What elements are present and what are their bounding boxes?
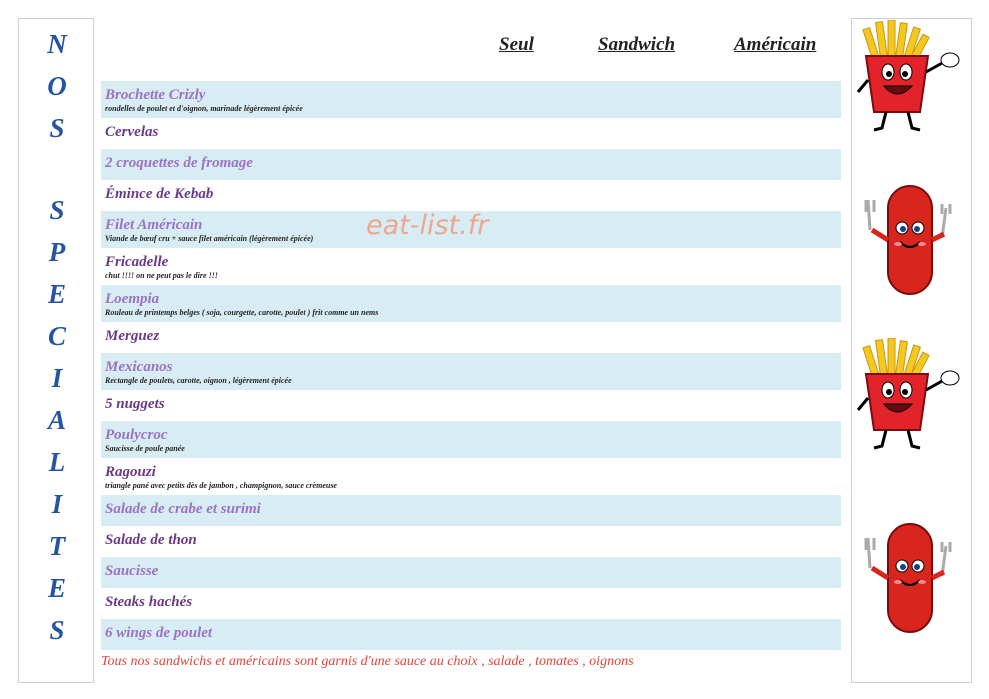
menu-item [101,285,841,322]
menu-item [101,322,841,353]
menu-item-description: Rectangle de poulets, carotte, oignon , légèrement épicée [105,376,292,385]
side-title-letter: I [51,363,63,393]
menu-item [101,81,841,118]
menu-item [101,458,841,495]
menu-item [101,390,841,421]
menu-item-name: Poulycroc [105,427,168,443]
menu-item-name: Steaks hachés [105,594,193,610]
side-title-letter: S [49,195,65,225]
menu-item-name: Brochette Crizly [105,87,206,103]
menu-item-name: Émince de Kebab [105,186,214,202]
menu-item-description: chut !!!! on ne peut pas le dire !!! [105,271,218,280]
menu-item-description: triangle pané avec petits dès de jambon , champignon, sauce crèmeuse [105,481,337,490]
sausage-mascot-icon [858,516,962,636]
side-title-letter: C [47,321,66,351]
menu-item-name: Ragouzi [105,464,156,480]
menu-item-name: Cervelas [105,124,159,140]
side-title-letter: E [47,279,66,309]
menu-item-name: Mexicanos [105,359,173,375]
side-title-letter: A [47,405,66,435]
menu-item-name: 5 nuggets [105,396,165,412]
menu-item-name: 2 croquettes de fromage [105,155,253,171]
menu-item-description: rondelles de poulet et d'oignon, marinade légèrement épicée [105,104,303,113]
menu-item [101,353,841,390]
header-americain: Américain [734,34,817,55]
sausage-mascot-icon [858,178,962,298]
side-title-letter: P [48,237,66,267]
side-title-letter: T [48,531,66,561]
menu-item-description: Rouleau de printemps belges ( soja, courgette, carotte, poulet ) frit comme un nems [105,308,379,317]
menu-item-name: Salade de crabe et surimi [105,501,261,517]
menu-item [101,619,841,650]
side-title-letter: S [49,615,65,645]
menu-item [101,180,841,211]
side-title-letter: O [47,71,67,101]
menu-item-name: Loempia [105,291,160,307]
menu-item-name: Salade de thon [105,532,197,548]
menu-item [101,557,841,588]
footnote: Tous nos sandwichs et américains sont garnis d'une sauce au choix , salade , tomates , oignons [101,654,634,669]
menu-item-name: Merguez [105,328,160,344]
side-title-letter: S [49,113,65,143]
menu-item-description: Viande de bœuf cru + sauce filet américain (légèrement épicée) [105,234,314,243]
fries-mascot-icon [856,338,966,450]
fries-mascot-icon [856,20,966,132]
side-title-letter: I [51,489,63,519]
menu-item-name: Filet Américain [105,217,203,233]
menu-item [101,149,841,180]
side-title-panel [18,18,94,683]
menu-item-description: Saucisse de poule panée [105,444,185,453]
menu-item [101,421,841,458]
menu-item [101,118,841,149]
side-title-letter: E [47,573,66,603]
side-title-letter: N [47,29,67,59]
menu-item-name: Fricadelle [105,254,169,270]
menu-item [101,495,841,526]
header-sandwich: Sandwich [598,34,676,55]
header-seul: Seul [499,34,534,55]
menu-item [101,248,841,285]
menu-item-name: Saucisse [105,563,159,579]
side-title-letter: L [48,447,66,477]
menu-item [101,526,841,557]
menu-item-name: 6 wings de poulet [105,625,213,641]
menu-item [101,588,841,619]
watermark: eat-list.fr [366,210,489,241]
